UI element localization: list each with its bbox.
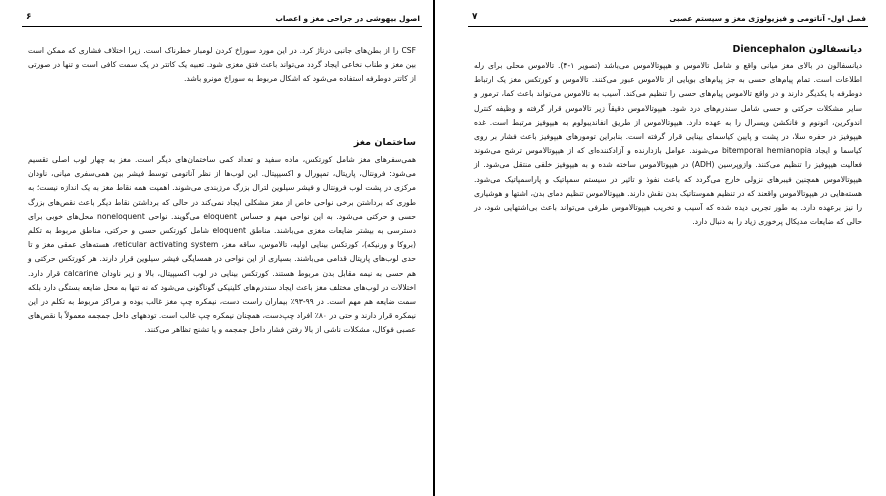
left-section-block: [28, 137, 416, 338]
left-body-paragraph: همی‌سفرهای مغز شامل کورتکس، ماده سفید و تعداد کمی ساختمان‌های دیگر است. مغز به چهار لوب اصلی تقسیم می‌شود: فرونتال، پاریتال، تمپورال و اکسیپیتال. این لوب‌ها از نظر آناتومی توسط فیشر بین همی‌سفری میانی، ناودان مرکزی در پشت لوب فرونتال و فیشر سیلوین لترال بزرگ مرزبندی می‌شوند. اهمیت همه نقاط مغز به یک اندازه نیست؛ به طوری که برداشتن برخی نواحی خاص از مغز مشکلی ایجاد نمی‌کند در حالی که برداشتن نقاط دیگر باعث نقص‌های بزرگ حسی و حرکتی می‌شود. به این نواحی مهم و حساس eloquent می‌گویند. نواحی noneloquent محل‌های خوبی برای دسترسی به بیشتر ضایعات مغزی می‌باشند. مناطق eloquent شامل کورتکس حسی و حرکتی، مناطق مربوط به تکلم (بروکا و ورنیکه)، کورتکس بینایی اولیه، تالاموس، ساقه مغز، reticular activating system، هسته‌های عمقی مغز و تا حدی لوب‌های پاریتال قدامی می‌باشند. بسیاری از این نواحی در همسایگی فیشر سیلوین قرار دارند. هر کورتکس حرکتی و هم حسی به نیمه مقابل بدن مربوط هستند. کورتکس بینایی در لوب اکسیپیتال، بالا و زیر ناودان calcarine قرار دارد. اختلالات در لوب‌های مختلف مغز باعث ایجاد سندرم‌های کلینیکی گوناگونی می‌شود که نه تنها به محل ضایعه بستگی دارد بلکه سمت ضایعه هم مهم است. در ۹۹-۹۳٪ بیماران راست دست، نیمکره چپ مغز غالب بوده و مراکز مربوط به تکلم در این نیمکره قرار دارند و حتی در ۸۰٪ افراد چپ‌دست، همچنان نیمکره چپ غالب است. تودههای داخل جمجمه معمولاً با نقص‌های عصبی فوکال، مشکلات ناشی از بالا رفتن فشار داخل جمجمه و یا تشنج تظاهر می‌کنند.: [27, 155, 417, 335]
right-section-block: [474, 44, 862, 229]
left-page-header-title: اصول بیهوشی در جراحی مغز و اعصاب: [275, 14, 420, 23]
right-page-number: ۷: [472, 12, 478, 22]
left-section-heading: ساختمان مغز: [353, 137, 416, 148]
left-intro-paragraph: CSF را از بطن‌های جانبی درناژ کرد. در این مورد سوراخ کردن لومبار خطرناک است. زیرا اختلاف فشاری که ممکن است بین مغز و طناب نخاعی ایجاد گردد می‌تواند باعث فتق مغزی شود. تعبیه یک کاتتر در یک سمت کافی است و تنها در صورتی از کاتتر دوطرفه استفاده می‌شود که اشکال مربوط به سوراخ مونرو باشد.: [28, 46, 416, 84]
left-page-header: [22, 12, 422, 27]
left-page: [22, 0, 422, 496]
left-page-number: ۶: [26, 12, 32, 22]
right-page-header: [468, 12, 868, 27]
right-page: [468, 0, 868, 496]
right-page-header-title: فصل اول- آناتومی و فیزیولوژی مغز و سیستم عصبی: [669, 14, 866, 23]
right-body-paragraph: دیانسفالون در بالای مغز میانی واقع و شامل تالاموس و هیپوتالاموس می‌باشد (تصویر ۱-۴). تالاموس محلی برای رله اطلاعات است. تمام پیام‌های حسی به جز پیام‌های بویایی از تالاموس عبور می‌کنند. تالاموس و کورتکس مغز یک ارتباط دوطرفه با یکدیگر دارند و در واقع تالاموس پیام‌های حسی را تنظیم می‌کند. آسیب به تالاموس می‌تواند باعث کما، ترمور و سایر مشکلات حرکتی و حسی شامل سندرم‌های درد شود. هیپوتالاموس دقیقاً زیر تالاموس قرار گرفته و وظیفه کنترل اندوکرین، اتونوم و فانکشن ویسرال را به عهده دارد. هیپوتالاموس از طریق انفاندیبولوم به هیپوفیز مرتبط است. غده هیپوفیز در حفره سلا، در پشت و پایین کیاسمای بینایی قرار گرفته است. بنابراین تومورهای هیپوفیز باعث فشار بر روی کیاسما و ایجاد bitemporal hemianopia می‌شوند. عوامل بازدارنده و آزادکننده‌ای که از هیپوتالاموس ترشح می‌شوند فعالیت هیپوفیز را تنظیم می‌کنند. وازوپرسین (ADH) در هیپوتالاموس ساخته شده و به هیپوفیز خلفی منتقل می‌شود. از هیپوتالاموس همچنین فیبرهای نزولی خارج می‌گردد که باعث نفوذ و تاثیر در سیستم سمپاتیک و پاراسمپاتیک می‌شود. هسته‌هایی در هیپوتالاموس واقعند که در تنظیم هموستاتیک بدن نقش دارند. هیپوتالاموس تنظیم دمای بدن، اشتها و هوشیاری را نیز برعهده دارد. به طور تجربی دیده شده که آسیب و تخریب هیپوتالاموس طرفی می‌تواند باعث بی‌اشتهایی شود، در حالی که ضایعات مدیکال پرخوری زیاد را به دنبال دارد.: [474, 61, 862, 227]
page-divider: [433, 0, 435, 496]
left-intro-block: [28, 44, 416, 87]
right-section-heading: دیانسفالون Diencephalon: [732, 44, 862, 55]
